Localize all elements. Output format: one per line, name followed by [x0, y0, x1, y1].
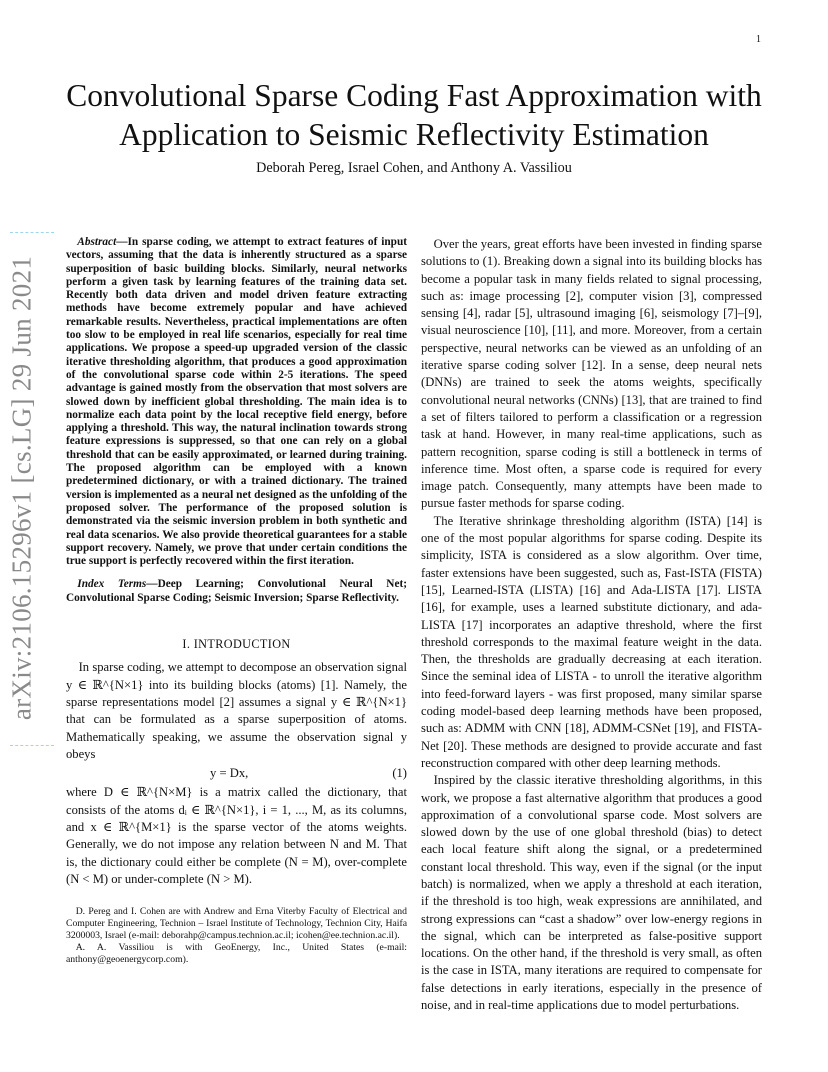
paper-title: Convolutional Sparse Coding Fast Approximation with Application to Seismic Reflectivity Estimation	[66, 78, 762, 152]
right-column	[421, 236, 762, 1014]
section-heading-introduction: I. INTRODUCTION	[182, 637, 291, 652]
index-terms-text: —Deep Learning; Convolutional Neural Net; Convolutional Sparse Coding; Seismic Inversion; Sparse Reflectivity.	[66, 578, 407, 604]
page-number: 1	[756, 34, 761, 45]
index-terms	[66, 578, 407, 605]
paragraph-proposed-method: Inspired by the classic iterative thresholding algorithms, in this work, we propose a fast alternative algorithm that produces a good approximation of a convolutional sparse code. Most solvers are slowed down by the use of one global threshold (bias) to detect each local feature shift along the signal, or a predetermined constant local threshold. This way, even if the signal (or the input batch) is normalized, when we apply a threshold at each iteration, if the threshold is too high, weak expressions are annihilated, and strong expressions can “cast a shadow” over low-energy regions in the signal, which can be interpreted as false-positive support locations. On the other hand, if the threshold is very small, as often is the case in ISTA, many iterations are required to compensate for false detections in early iterations, especially in the presence of noise, and in real-time applications due to model perturbations.	[421, 773, 762, 1013]
dictionary-paragraph: where D ∈ ℝ^{N×M} is a matrix called the dictionary, that consists of the atoms dᵢ ∈ ℝ^{N×1}, i = 1, ..., M, as its columns, and x ∈ ℝ^{M×1} is the sparse vector of the atoms weights. Generally, we do not impose any relation between N and M. That is, the dictionary could either be complete (N = M), over-complete (N < M) or under-complete (N > M).	[66, 785, 407, 886]
equation-1	[66, 765, 407, 782]
intro-paragraph: In sparse coding, we attempt to decompose an observation signal y ∈ ℝ^{N×1} into its building blocks (atoms) [1]. Namely, the sparse representations model [2] assumes a signal y ∈ ℝ^{N×1} that can be formulated as a sparse superposition of atoms. Mathematically speaking, we assume the observation signal y obeys	[66, 660, 407, 761]
footnote-affiliation-2: A. A. Vassiliou is with GeoEnergy, Inc., United States (e-mail: anthony@geoenergycorp.com).	[66, 942, 407, 966]
index-terms-lead: Index Terms	[77, 578, 147, 591]
abstract-text: —In sparse coding, we attempt to extract features of input vectors, assuming that the data is inherently structured as a sparse superposition of basic building blocks. Similarly, neural networks perform a given task by learning features of the training data set. Recently both data driven and model driven feature extracting methods have become extremely popular and have achieved remarkable results. Nevertheless, practical implementations are often too slow to be employed in real life scenarios, especially for real time applications. We propose a speed-up upgraded version of the classic iterative thresholding algorithm, that produces a good approximation of the convolutional sparse code within 2-5 iterations. The speed advantage is gained mostly from the observation that most solvers are slowed down by inefficient global thresholding. The main idea is to normalize each data point by the local receptive field energy, before applying a threshold. This way, the natural inclination towards strong feature expressions is suppressed, so that one can rely on a global threshold that can be easily approximated, or learned during training. The proposed algorithm can be employed with a known predetermined dictionary, or with a trained dictionary. The trained version is implemented as a neural net designed as the unfolding of the proposed solver. The performance of the proposed solution is demonstrated via the seismic inversion problem in both synthetic and real data scenarios. We also provide theoretical guarantees for a stable support recovery. Namely, we prove that under certain conditions the true support is perfectly recovered within the first iteration.	[66, 236, 407, 568]
author-list: Deborah Pereg, Israel Cohen, and Anthony A. Vassiliou	[256, 160, 572, 176]
abstract-lead: Abstract	[77, 236, 117, 248]
paragraph-sparse-solutions: Over the years, great efforts have been invested in finding sparse solutions to (1). Breaking down a signal into its building blocks has become a popular task in many fields related to signal processing, such as: image processing [2], computer vision [3], compressed sensing [4], radar [5], ultrasound imaging [6], seismology [7]–[9], visual neuroscience [10], [11], and more. Moreover, from a certain perspective, neural networks can be viewed as an unfolding of an iterative sparse coding solver [12]. In a sense, deep neural nets (DNNs) are trained to seek the atoms weights, specifically convolutional neural networks (CNNs) [13], that are trained to find a set of filters tailored to perform a classification or a regression task at hand. However, in many real-time applications, such as pattern recognition, sparse coding is still a bottleneck in terms of inference time. Most often, a sparse code is required for every image patch. Consequently, many attempts have been made to pursue faster methods for sparse coding.	[421, 237, 762, 511]
left-column	[66, 236, 407, 966]
paragraph-ista: The Iterative shrinkage thresholding algorithm (ISTA) [14] is one of the most popular algorithms for sparse coding. Despite its simplicity, ISTA is considered as a slow algorithm. Over time, faster extensions have been suggested, such as, Fast-ISTA (FISTA) [15], Learned-ISTA (LISTA) [16] and Ada-LISTA [17]. LISTA [16], for example, uses a learned substitute dictionary, and ada-LISTA [17] incorporates an adaptive threshold, where the first threshold corresponds to the maximal feature weight in the data. Then, the thresholds are gradually decreasing at each iteration. Since the seminal idea of LISTA - to unroll the iterative algorithm into feed-forward layers - was first proposed, many similar sparse coding model-based deep learning methods have been proposed, such as: ADMM with CNN [18], ADMM-CSNet [19], and FISTA-Net [20]. These methods are designed to provide accurate and fast reconstruction compared with other deep learning methods.	[421, 513, 762, 770]
equation-body: y = Dx,	[210, 766, 249, 781]
abstract	[66, 236, 407, 568]
equation-number: (1)	[392, 766, 407, 781]
arxiv-stamp: arXiv:2106.15296v1 [cs.LG] 29 Jun 2021	[6, 255, 37, 721]
footnotes	[66, 906, 407, 966]
footnote-affiliation: D. Pereg and I. Cohen are with Andrew and Erna Viterby Faculty of Electrical and Computer Engineering, Technion – Israel Institute of Technology, Technion City, Haifa 3200003, Israel (e-mail: deborahp@campus.technion.ac.il; icohen@ee.technion.ac.il).	[66, 906, 407, 942]
